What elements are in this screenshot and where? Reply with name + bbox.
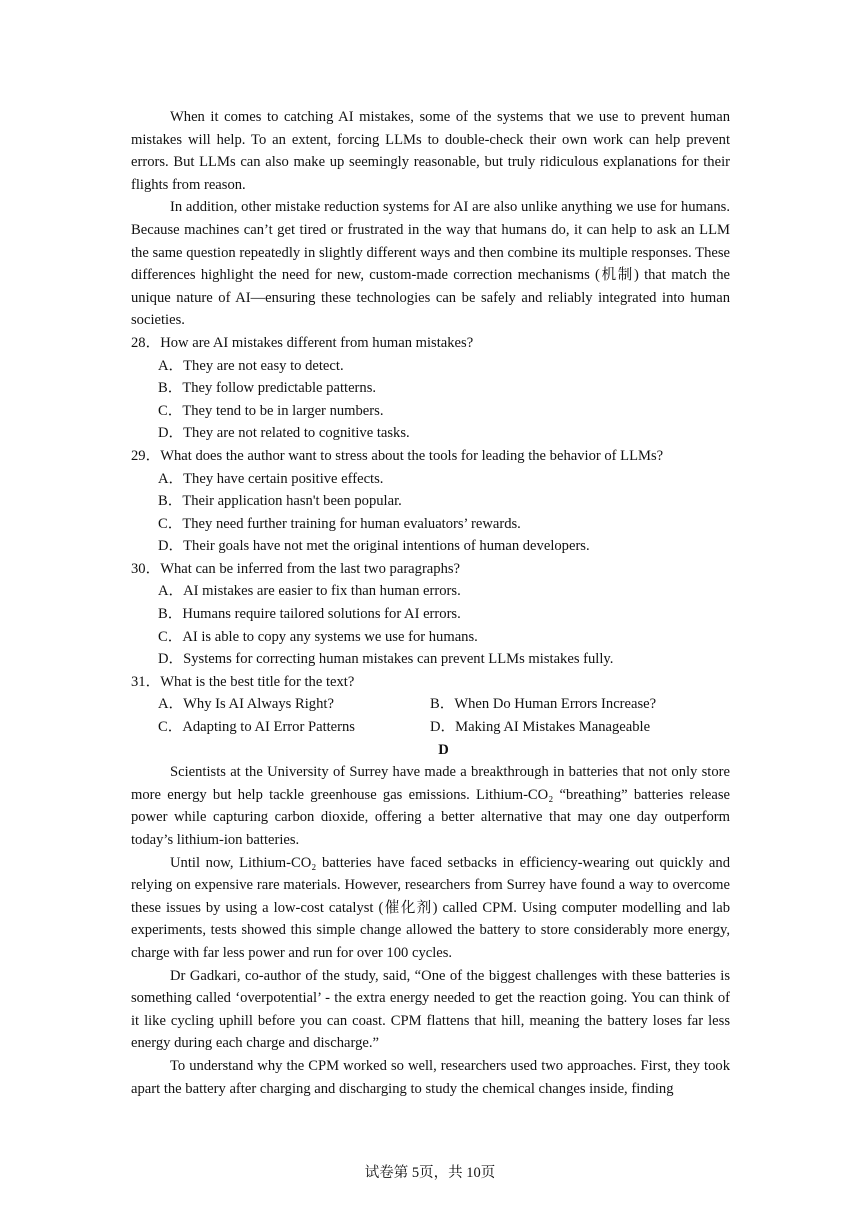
question-30-option-c: C．AI is able to copy any systems we use for humans. [158,628,478,645]
question-28-option-c: C．They tend to be in larger numbers. [158,402,384,419]
question-28-option-a: A．They are not easy to detect. [158,357,344,374]
question-28-stem: 28．How are AI mistakes different from human mistakes? [131,334,474,351]
question-29-option-b: B．Their application hasn't been popular. [158,493,402,510]
page-footer: 试卷第 5页，共 10页 [364,1165,496,1181]
question-31-option-d: D．Making AI Mistakes Manageable [430,719,651,736]
question-31-options-row-1 [158,693,730,716]
question-31-option-b: B．When Do Human Errors Increase? [430,696,657,713]
exam-page-content [131,106,730,1100]
question-30-option-a: A．AI mistakes are easier to fix than human errors. [158,583,461,600]
question-29-option-a: A．They have certain positive effects. [158,470,384,487]
passage-c-paragraph-1: When it comes to catching AI mistakes, some of the systems that we use to prevent human mistakes will help. To an extent, forcing LLMs to double-check their own work can help prevent errors. But LLMs can also make up seemingly reasonable, but truly ridiculous explanations for their flights from reason. [131,109,730,193]
passage-c-paragraph-2: In addition, other mistake reduction systems for AI are also unlike anything we use for humans. Because machines can’t get tired or frustrated in the way that humans do, it can help to ask an LLM the same question repeatedly in slightly different ways and then combine its multiple responses. These differences highlight the need for new, custom-made correction mechanisms (机制) that match the unique nature of AI—ensuring these technologies can be safely and reliably integrated into human societies. [131,199,730,329]
question-29-option-c: C．They need further training for human evaluators’ rewards. [158,515,521,532]
question-31-option-c: C．Adapting to AI Error Patterns [158,719,355,736]
question-29-option-d: D．Their goals have not met the original intentions of human developers. [158,538,590,555]
passage-d-paragraph-2: Until now, Lithium-CO₂ batteries have faced setbacks in efficiency-wearing out quickly and relying on expensive rare materials. However, researchers from Surrey have found a way to overcome these issues by using a low-cost catalyst (催化剂) called CPM. Using computer modelling and lab experiments, tests showed this simple change allowed the battery to store considerably more energy, charge with far less power and run for over 100 cycles. [131,854,730,961]
section-d-heading: D [438,741,449,758]
passage-d-paragraph-4: To understand why the CPM worked so well, researchers used two approaches. First, they took apart the battery after charging and discharging to study the chemical changes inside, finding [131,1057,730,1097]
passage-d-paragraph-1: Scientists at the University of Surrey have made a breakthrough in batteries that not only store more energy but help tackle greenhouse gas emissions. Lithium-CO₂ “breathing” batteries release power while capturing carbon dioxide, offering a better alternative that may one day outperform today’s lithium-ion batteries. [131,764,730,848]
question-31-stem: 31．What is the best title for the text? [131,673,355,690]
passage-d-paragraph-3: Dr Gadkari, co-author of the study, said, “One of the biggest challenges with these batteries is something called ‘overpotential’ - the extra energy needed to get the reaction going. You can think of it like cycling uphill before you can coast. CPM flattens that hill, meaning the battery loses far less energy during each charge and discharge.” [131,967,730,1052]
question-30-option-b: B．Humans require tailored solutions for AI errors. [158,606,461,623]
question-28-option-b: B．They follow predictable patterns. [158,380,377,397]
question-31-options-row-2 [158,716,730,739]
question-29-stem: 29．What does the author want to stress about the tools for leading the behavior of LLMs? [131,447,664,464]
question-30-option-d: D．Systems for correcting human mistakes can prevent LLMs mistakes fully. [158,651,614,668]
question-31-option-a: A．Why Is AI Always Right? [158,696,334,713]
question-28-option-d: D．They are not related to cognitive tasks. [158,425,410,442]
question-30-stem: 30．What can be inferred from the last two paragraphs? [131,560,461,577]
